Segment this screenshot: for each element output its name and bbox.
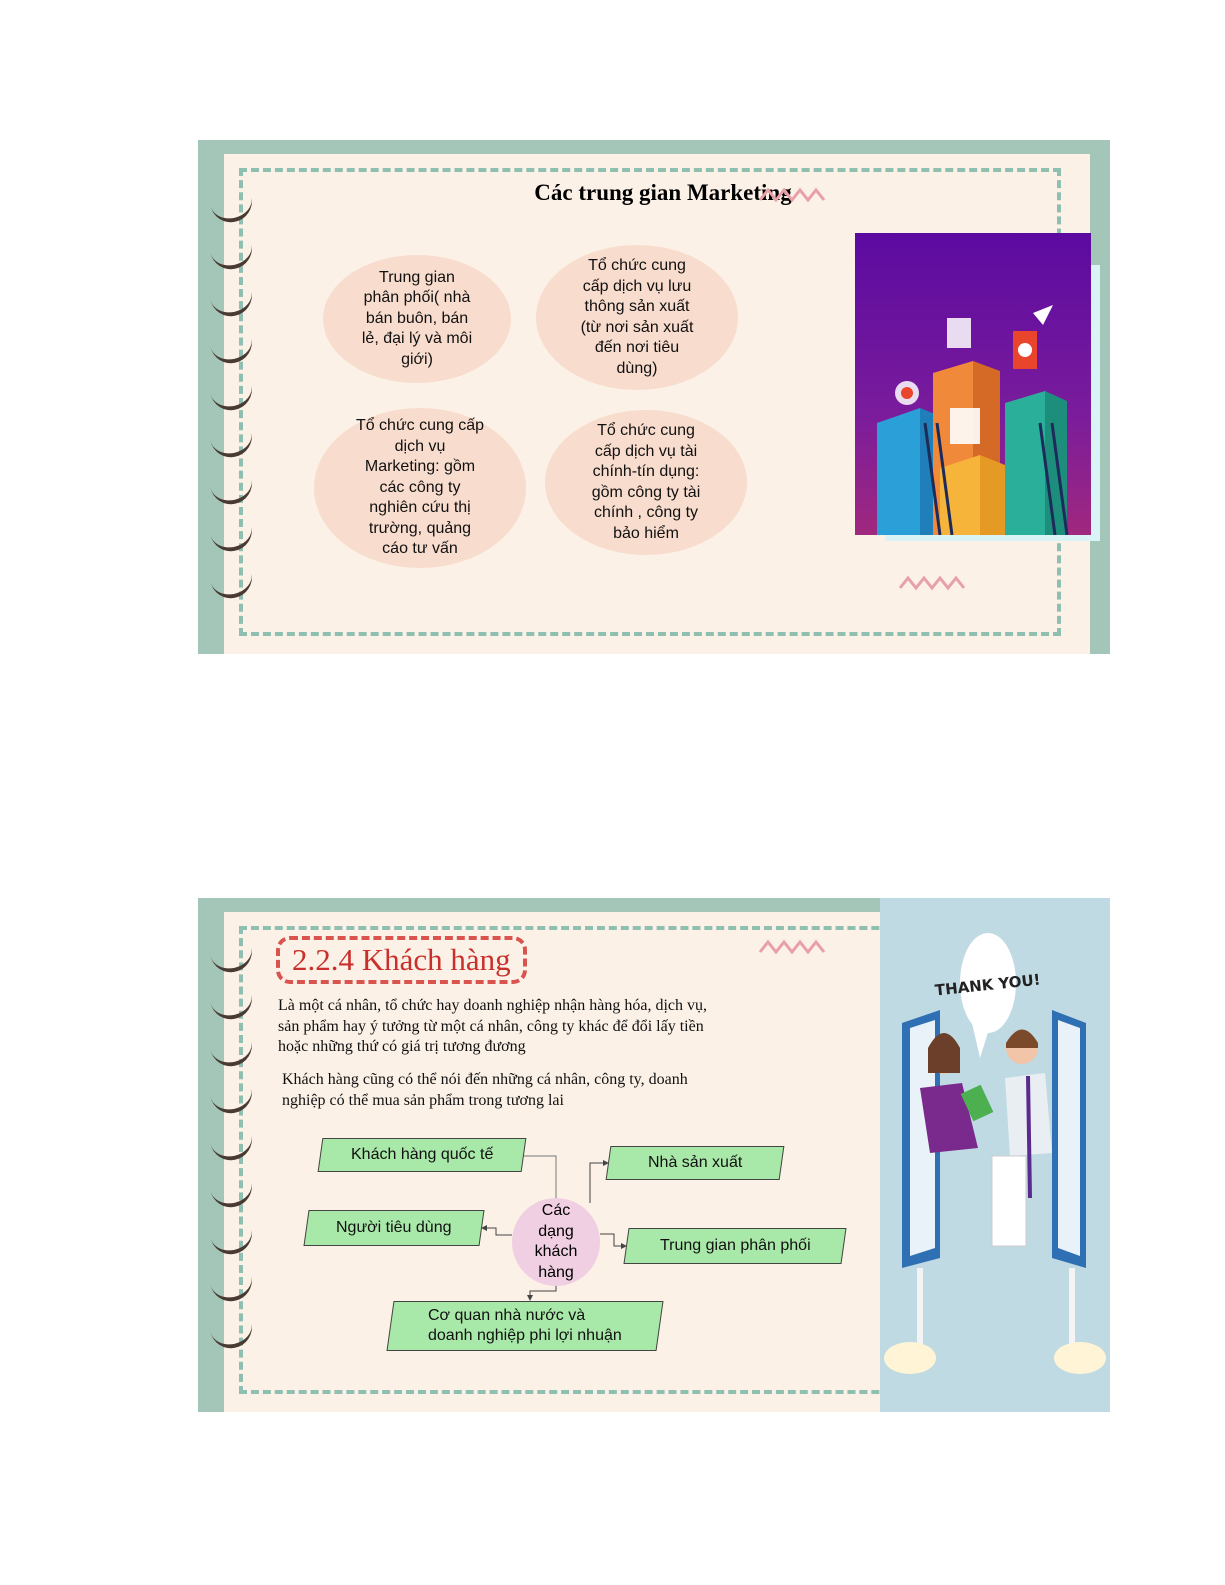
node-government-nonprofit: Cơ quan nhà nước và doanh nghiệp phi lợi nhuận bbox=[386, 1301, 663, 1351]
oval-logistics-services: Tổ chức cung cấp dịch vụ lưu thông sản xuất (từ nơi sản xuất đến nơi tiêu dùng) bbox=[536, 245, 738, 390]
slide-intermediaries bbox=[198, 140, 1110, 654]
online-shopping-handshake-icon bbox=[880, 898, 1110, 1412]
node-customer-types: Các dạng khách hàng bbox=[512, 1198, 600, 1286]
node-producers: Nhà sản xuất bbox=[606, 1146, 785, 1180]
thank-you-text: THANK YOU! bbox=[934, 970, 1042, 1000]
definition-paragraph: Là một cá nhân, tổ chức hay doanh nghiệp nhận hàng hóa, dịch vụ, sản phẩm hay ý tưởng từ một cá nhân, công ty khác để đổi lấy tiền hoặc những thứ có giá trị tương đương bbox=[278, 997, 707, 1055]
oval-marketing-services: Tổ chức cung cấp dịch vụ Marketing: gồm các công ty nghiên cứu thị trường, quảng cáo tư vấn bbox=[314, 408, 526, 568]
slide-customers bbox=[198, 898, 1110, 1412]
node-distribution-intermediaries: Trung gian phân phối bbox=[623, 1228, 846, 1264]
thank-you-illustration bbox=[880, 898, 1110, 1412]
slide-title: Các trung gian Marketing bbox=[534, 180, 792, 205]
oval-financial-services: Tổ chức cung cấp dịch vụ tài chính-tín dụng: gồm công ty tài chính , công ty bảo hiểm bbox=[545, 410, 747, 555]
squiggle-decoration bbox=[758, 186, 830, 204]
squiggle-decoration bbox=[898, 574, 970, 592]
marketing-growth-icon bbox=[855, 233, 1091, 535]
section-heading: 2.2.4 Khách hàng bbox=[276, 936, 527, 984]
oval-distribution-intermediary: Trung gian phân phối( nhà bán buôn, bán lẻ, đại lý và môi giới) bbox=[323, 255, 511, 383]
marketing-illustration-image bbox=[855, 233, 1091, 535]
future-customers-paragraph: Khách hàng cũng có thể nói đến những cá nhân, công ty, doanh nghiệp có thể mua sản phẩm trong tương lai bbox=[282, 1071, 688, 1109]
node-international-customers: Khách hàng quốc tế bbox=[318, 1138, 527, 1172]
node-consumers: Người tiêu dùng bbox=[303, 1210, 484, 1246]
